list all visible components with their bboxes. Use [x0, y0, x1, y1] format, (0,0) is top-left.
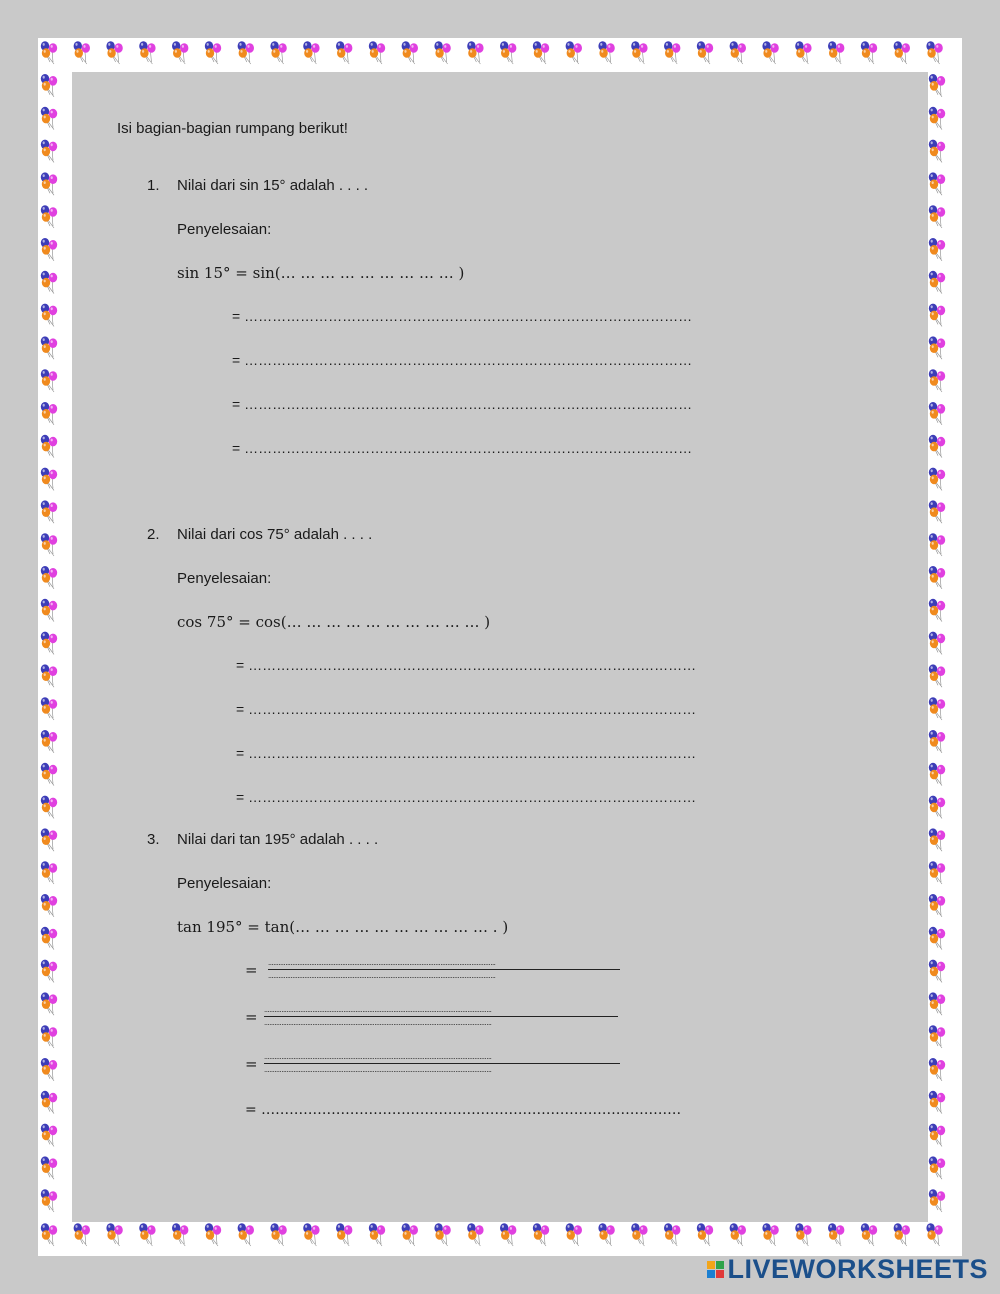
balloon-cluster-icon: [929, 402, 945, 425]
balloon-cluster-icon: [139, 1223, 155, 1246]
balloon-cluster-icon: [303, 1223, 319, 1246]
balloon-cluster-icon: [41, 1025, 57, 1048]
balloon-cluster-icon: [929, 533, 945, 556]
balloon-cluster-icon: [929, 861, 945, 884]
balloon-cluster-icon: [929, 336, 945, 359]
balloon-cluster-icon: [172, 41, 188, 64]
balloon-cluster-icon: [41, 632, 57, 655]
balloon-cluster-icon: [631, 1223, 647, 1246]
balloon-cluster-icon: [41, 1091, 57, 1114]
balloon-cluster-icon: [929, 697, 945, 720]
balloon-cluster-icon: [894, 41, 910, 64]
balloon-cluster-icon: [598, 1223, 614, 1246]
balloon-cluster-icon: [929, 107, 945, 130]
question-3-solution-label: Penyelesaian:: [177, 875, 272, 892]
worksheet-area: [72, 72, 928, 1222]
balloon-cluster-icon: [41, 140, 57, 163]
balloon-cluster-icon: [238, 1223, 254, 1246]
balloon-cluster-icon: [41, 599, 57, 622]
balloon-cluster-icon: [929, 992, 945, 1015]
balloon-cluster-icon: [74, 41, 90, 64]
fraction-bar: [268, 969, 620, 970]
balloon-cluster-icon: [929, 1025, 945, 1048]
balloon-cluster-icon: [106, 41, 122, 64]
balloon-cluster-icon: [303, 41, 319, 64]
question-2-prompt: Nilai dari cos 75° adalah . . . .: [177, 526, 373, 543]
balloon-cluster-icon: [402, 1223, 418, 1246]
balloon-cluster-icon: [41, 238, 57, 261]
question-2-solution-label: Penyelesaian:: [177, 570, 272, 587]
balloon-cluster-icon: [467, 41, 483, 64]
question-2-first-line[interactable]: cos 75° = cos(… … … … … … … … … … ): [177, 613, 491, 631]
balloon-cluster-icon: [172, 1223, 188, 1246]
balloon-cluster-icon: [664, 1223, 680, 1246]
balloon-cluster-icon: [929, 238, 945, 261]
balloon-cluster-icon: [929, 1058, 945, 1081]
balloon-cluster-icon: [467, 1223, 483, 1246]
fraction-numerator[interactable]: ....................................................................................................................................: [264, 1053, 492, 1061]
balloon-cluster-icon: [238, 41, 254, 64]
balloon-cluster-icon: [205, 1223, 221, 1246]
balloon-cluster-icon: [41, 1124, 57, 1147]
balloon-cluster-icon: [369, 1223, 385, 1246]
balloon-cluster-icon: [41, 304, 57, 327]
balloon-cluster-icon: [861, 41, 877, 64]
balloon-cluster-icon: [41, 468, 57, 491]
question-1-answer-line[interactable]: = ……………………………………………………………………………………: [232, 352, 693, 368]
balloon-cluster-icon: [41, 172, 57, 195]
balloon-cluster-icon: [929, 927, 945, 950]
balloon-cluster-icon: [41, 74, 57, 97]
fraction-denominator[interactable]: ....................................................................................................................................: [268, 972, 496, 980]
balloon-cluster-icon: [533, 1223, 549, 1246]
balloon-cluster-icon: [41, 369, 57, 392]
question-3-last-line[interactable]: = ………………………………………………………………………………: [245, 1102, 682, 1118]
balloon-cluster-icon: [336, 41, 352, 64]
balloon-cluster-icon: [369, 41, 385, 64]
balloon-cluster-icon: [926, 41, 942, 64]
balloon-cluster-icon: [41, 894, 57, 917]
balloon-cluster-icon: [41, 697, 57, 720]
balloon-cluster-icon: [929, 304, 945, 327]
balloon-cluster-icon: [762, 41, 778, 64]
balloon-cluster-icon: [74, 1223, 90, 1246]
balloon-cluster-icon: [697, 1223, 713, 1246]
balloon-cluster-icon: [929, 796, 945, 819]
balloon-cluster-icon: [41, 533, 57, 556]
balloon-cluster-icon: [270, 1223, 286, 1246]
balloon-cluster-icon: [795, 41, 811, 64]
question-2-answer-line[interactable]: = ……………………………………………………………………………………: [236, 789, 697, 805]
question-2-answer-line[interactable]: = ……………………………………………………………………………………: [236, 745, 697, 761]
balloon-cluster-icon: [533, 41, 549, 64]
liveworksheets-brand-text: LIVEWORKSHEETS: [727, 1253, 988, 1284]
balloon-cluster-icon: [929, 369, 945, 392]
question-2-number: 2.: [147, 526, 160, 543]
question-1-first-line[interactable]: sin 15° = sin(… … … … … … … … … ): [177, 264, 465, 282]
balloon-cluster-icon: [929, 435, 945, 458]
balloon-cluster-icon: [41, 1058, 57, 1081]
question-1-solution-label: Penyelesaian:: [177, 221, 272, 238]
balloon-cluster-icon: [894, 1223, 910, 1246]
balloon-cluster-icon: [41, 435, 57, 458]
instruction-text: Isi bagian-bagian rumpang berikut!: [117, 120, 348, 137]
question-3-fraction[interactable]: [264, 1006, 618, 1027]
question-3-prompt: Nilai dari tan 195° adalah . . . .: [177, 831, 379, 848]
balloon-cluster-icon: [41, 1189, 57, 1212]
balloon-cluster-icon: [402, 41, 418, 64]
balloon-cluster-icon: [929, 1189, 945, 1212]
balloon-cluster-icon: [41, 500, 57, 523]
balloon-cluster-icon: [41, 763, 57, 786]
question-3-equals-sign: =: [245, 1055, 258, 1073]
balloon-cluster-icon: [106, 1223, 122, 1246]
balloon-cluster-icon: [929, 664, 945, 687]
balloon-cluster-icon: [41, 566, 57, 589]
balloon-cluster-icon: [929, 1156, 945, 1179]
balloon-cluster-icon: [41, 336, 57, 359]
question-1-answer-line[interactable]: = ……………………………………………………………………………………: [232, 308, 693, 324]
fraction-bar: [264, 1016, 618, 1017]
fraction-numerator[interactable]: ....................................................................................................................................: [268, 959, 496, 967]
balloon-cluster-icon: [41, 861, 57, 884]
question-1-prompt: Nilai dari sin 15° adalah . . . .: [177, 177, 369, 194]
balloon-cluster-icon: [929, 763, 945, 786]
balloon-cluster-icon: [270, 41, 286, 64]
balloon-cluster-icon: [336, 1223, 352, 1246]
question-3-fraction[interactable]: [268, 959, 620, 980]
balloon-cluster-icon: [929, 172, 945, 195]
question-1-number: 1.: [147, 177, 160, 194]
balloon-cluster-icon: [828, 1223, 844, 1246]
balloon-cluster-icon: [929, 74, 945, 97]
balloon-cluster-icon: [41, 796, 57, 819]
balloon-cluster-icon: [566, 1223, 582, 1246]
balloon-cluster-icon: [566, 41, 582, 64]
question-3-number: 3.: [147, 831, 160, 848]
balloon-cluster-icon: [929, 960, 945, 983]
balloon-cluster-icon: [929, 632, 945, 655]
balloon-cluster-icon: [929, 271, 945, 294]
balloon-cluster-icon: [730, 1223, 746, 1246]
liveworksheets-logo-icon: [707, 1261, 724, 1278]
balloon-cluster-icon: [929, 730, 945, 753]
balloon-cluster-icon: [861, 1223, 877, 1246]
balloon-cluster-icon: [929, 140, 945, 163]
balloon-cluster-icon: [929, 468, 945, 491]
balloon-cluster-icon: [929, 500, 945, 523]
balloon-cluster-icon: [929, 1091, 945, 1114]
question-2-answer-line[interactable]: = ……………………………………………………………………………………: [236, 657, 697, 673]
balloon-cluster-icon: [697, 41, 713, 64]
balloon-cluster-icon: [664, 41, 680, 64]
balloon-cluster-icon: [41, 402, 57, 425]
balloon-cluster-icon: [500, 41, 516, 64]
balloon-cluster-icon: [41, 730, 57, 753]
balloon-cluster-icon: [929, 1124, 945, 1147]
balloon-cluster-icon: [598, 41, 614, 64]
balloon-cluster-icon: [41, 271, 57, 294]
question-1-answer-line[interactable]: = ……………………………………………………………………………………: [232, 396, 693, 412]
balloon-cluster-icon: [631, 41, 647, 64]
balloon-cluster-icon: [795, 1223, 811, 1246]
fraction-numerator[interactable]: ....................................................................................................................................: [264, 1006, 492, 1014]
fraction-denominator[interactable]: ....................................................................................................................................: [264, 1066, 492, 1074]
balloon-cluster-icon: [41, 1223, 57, 1246]
question-3-fraction[interactable]: [264, 1053, 620, 1074]
balloon-cluster-icon: [205, 41, 221, 64]
balloon-cluster-icon: [41, 828, 57, 851]
balloon-cluster-icon: [41, 205, 57, 228]
balloon-cluster-icon: [41, 107, 57, 130]
question-1-answer-line[interactable]: = ……………………………………………………………………………………: [232, 440, 693, 456]
balloon-cluster-icon: [929, 205, 945, 228]
question-3-equals-sign: =: [245, 1008, 258, 1026]
question-2-answer-line[interactable]: = ……………………………………………………………………………………: [236, 701, 697, 717]
balloon-cluster-icon: [926, 1223, 942, 1246]
balloon-cluster-icon: [434, 1223, 450, 1246]
balloon-cluster-icon: [41, 41, 57, 64]
fraction-denominator[interactable]: ....................................................................................................................................: [264, 1019, 492, 1027]
fraction-bar: [264, 1063, 620, 1064]
question-3-first-line[interactable]: tan 195° = tan(… … … … … … … … … … . ): [177, 918, 509, 936]
balloon-cluster-icon: [139, 41, 155, 64]
balloon-cluster-icon: [929, 566, 945, 589]
balloon-cluster-icon: [762, 1223, 778, 1246]
balloon-cluster-icon: [434, 41, 450, 64]
balloon-cluster-icon: [41, 1156, 57, 1179]
balloon-cluster-icon: [41, 927, 57, 950]
balloon-cluster-icon: [828, 41, 844, 64]
liveworksheets-logo: [707, 1254, 988, 1284]
balloon-cluster-icon: [41, 960, 57, 983]
question-3-equals-sign: =: [245, 961, 258, 979]
balloon-cluster-icon: [929, 894, 945, 917]
balloon-cluster-icon: [41, 664, 57, 687]
balloon-cluster-icon: [500, 1223, 516, 1246]
balloon-cluster-icon: [730, 41, 746, 64]
balloon-cluster-icon: [929, 599, 945, 622]
balloon-cluster-icon: [929, 828, 945, 851]
balloon-cluster-icon: [41, 992, 57, 1015]
